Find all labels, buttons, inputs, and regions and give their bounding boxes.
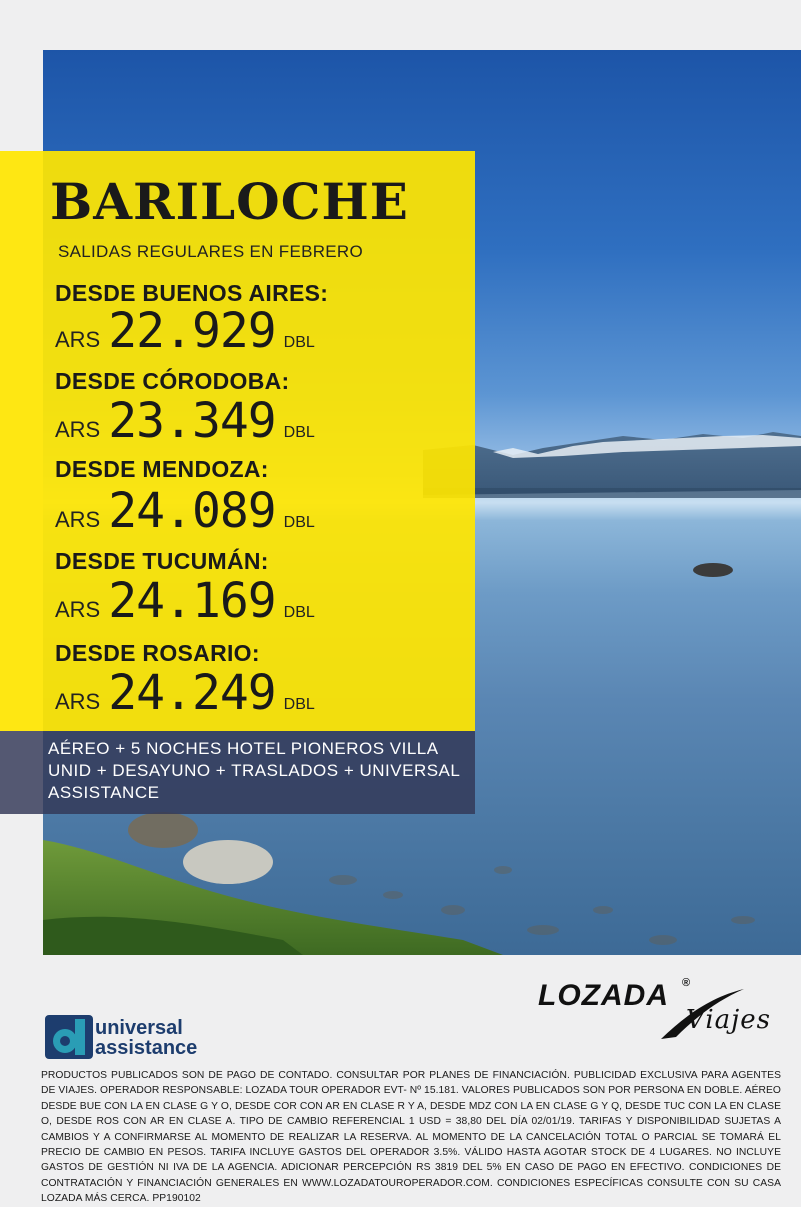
lozada-wordmark: LOZADA [538,979,669,1012]
price-basis: DBL [283,334,315,351]
price-basis: DBL [283,424,315,441]
price-row-1 [55,303,315,359]
currency-label: ARS [55,417,101,442]
universal-assistance-line2: assistance [95,1037,198,1059]
universal-assistance-line1: universal [95,1017,183,1039]
price-row-5 [55,665,315,721]
currency-label: ARS [55,327,101,352]
price-amount: 24.169 [108,573,276,629]
price-amount: 23.349 [108,393,276,449]
currency-label: ARS [55,689,101,714]
rock-in-lake [693,563,733,577]
price-basis: DBL [283,696,315,713]
departure-city-1: DESDE BUENOS AIRES: [55,280,329,306]
universal-assistance-mark-icon [45,1015,93,1059]
currency-label: ARS [55,507,101,532]
price-amount: 22.929 [108,303,276,359]
departure-city-2: DESDE CÓRODOBA: [55,368,290,394]
package-includes-text: AÉREO + 5 NOCHES HOTEL PIONEROS VILLA UNID + DESAYUNO + TRASLADOS + UNIVERSAL ASSISTANCE [48,739,460,802]
universal-assistance-logo [45,1015,225,1063]
lozada-viajes-logo [538,975,778,1045]
legal-disclaimer: PRODUCTOS PUBLICADOS SON DE PAGO DE CONTADO. CONSULTAR POR PLANES DE FINANCIACIÓN. PUBLICIDAD EXCLUSIVA PARA AGENTES DE VIAJES. OPERADOR RESPONSABLE: LOZADA TOUR OPERADOR EVT- Nº 15.181. VALORES PUBLICADOS SON POR PERSONA EN DOBLE. AÉREO DESDE BUE CON LA EN CLASE G Y O, DESDE COR CON AR EN CLASE R Y A, DESDE MDZ CON LA EN CLASE G Y Q, DESDE TUC CON LA EN CLASE O, DESDE ROS CON AR EN CLASE A. TIPO DE CAMBIO REFERENCIAL 1 USD = 38,80 DEL DÍA 02/01/19. TARIFAS Y DISPONIBILIDAD SUJETAS A CAMBIOS Y A CONFIRMARSE AL MOMENTO DE REALIZAR LA RESERVA. AL MOMENTO DE LA CANCELACIÓN TOTAL O PARCIAL SE TOMARÁ EL PRECIO DE CAMBIO EN PESOS. TARIFA INCLUYE GASTOS DEL OPERADOR 3.5%. VÁLIDO HASTA AGOTAR STOCK DE 4 LUGARES. NO INCLUYE GASTOS DE GESTIÓN NI IVA DE LA AGENCIA. ADICIONAR PERCEPCIÓN RS 3819 DEL 5% EN CASO DE PAGO EN EFECTIVO. CONDICIONES DE CONTRATACIÓN Y FINANCIACIÓN GENERALES EN WWW.LOZADATOUROPERADOR.COM. CONDICIONES ESPECÍFICAS CONSULTE CON SU CASA LOZADA MÁS CERCA. PP190102 [41,1070,781,1205]
far-shoreline [423,488,801,498]
lozada-viajes-script: Viajes [686,1005,771,1035]
price-basis: DBL [283,604,315,621]
price-row-2 [55,393,315,449]
rock-shore-2 [128,812,198,848]
price-amount: 24.089 [108,483,276,539]
registered-mark: ® [682,977,691,989]
departure-city-3: DESDE MENDOZA: [55,456,269,482]
price-amount: 24.249 [108,665,276,721]
price-row-4 [55,573,315,629]
subtitle: SALIDAS REGULARES EN FEBRERO [58,242,364,261]
currency-label: ARS [55,597,101,622]
departure-city-5: DESDE ROSARIO: [55,640,260,666]
destination-title: BARILOCHE [50,172,409,231]
departure-city-4: DESDE TUCUMÁN: [55,548,269,574]
price-row-3 [55,483,315,539]
rock-shore-1 [183,840,273,884]
price-basis: DBL [283,514,315,531]
